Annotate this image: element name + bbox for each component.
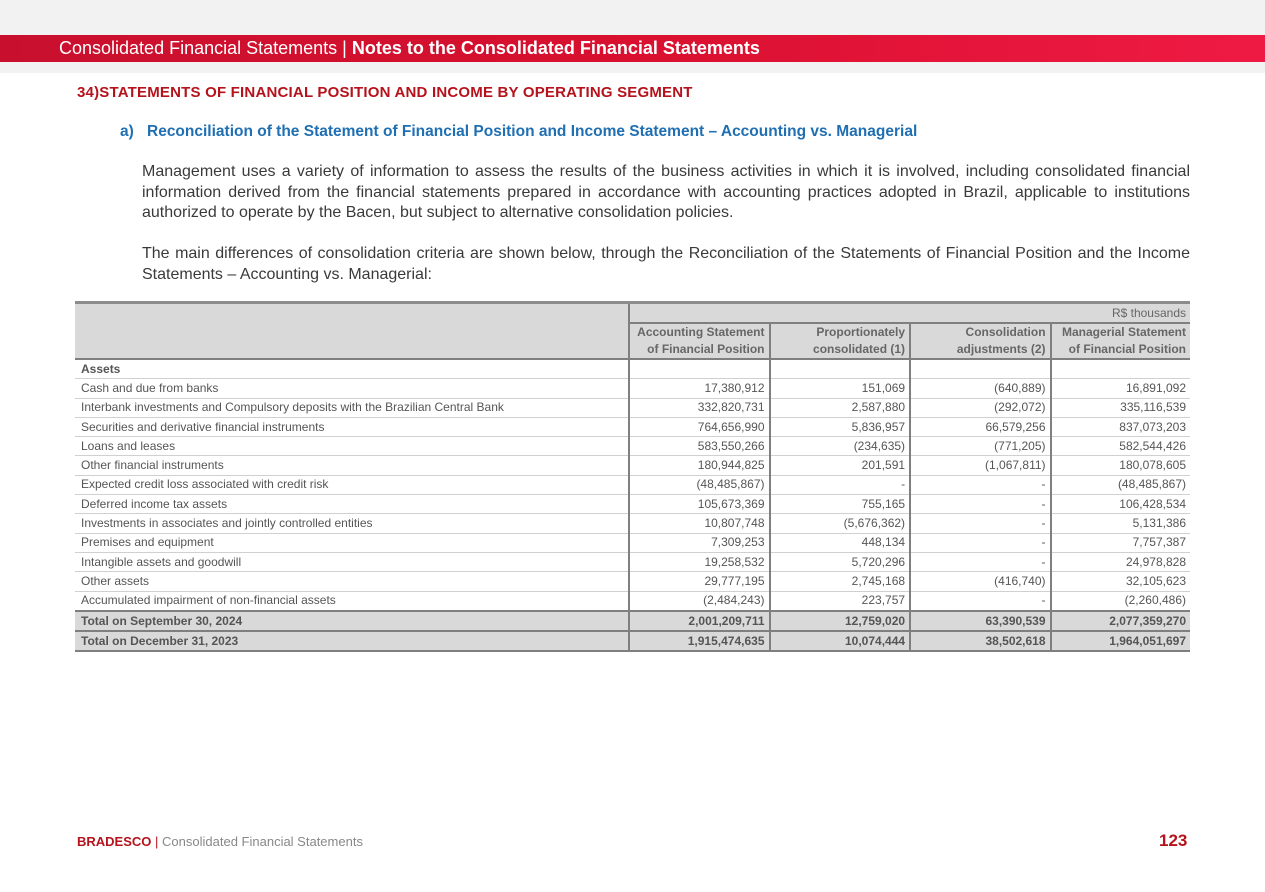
row-label: Other financial instruments bbox=[75, 456, 629, 475]
row-value: 66,579,256 bbox=[910, 417, 1050, 436]
row-value: 448,134 bbox=[770, 533, 911, 552]
header-separator: | bbox=[342, 38, 347, 58]
unit-label: R$ thousands bbox=[629, 303, 1190, 324]
table-corner bbox=[75, 303, 629, 360]
paragraph-1: Management uses a variety of information to assess the results of the business activities in which it is involved, including consolidated financial information derived from the financial statements prepared in accordance with accounting practices adopted in Brazil, applicable to institutions authorized to operate by the Bacen, but subject to alternative consolidation policies. bbox=[142, 163, 1190, 221]
row-value: (48,485,867) bbox=[629, 475, 769, 494]
row-value: 24,978,828 bbox=[1051, 552, 1190, 571]
row-label: Securities and derivative financial instruments bbox=[75, 417, 629, 436]
row-value: 837,073,203 bbox=[1051, 417, 1190, 436]
row-label: Interbank investments and Compulsory deposits with the Brazilian Central Bank bbox=[75, 398, 629, 417]
row-value: 5,836,957 bbox=[770, 417, 911, 436]
row-value: 332,820,731 bbox=[629, 398, 769, 417]
row-value: 5,131,386 bbox=[1051, 514, 1190, 533]
row-value: 1,964,051,697 bbox=[1051, 631, 1190, 651]
header-banner bbox=[0, 35, 1265, 62]
row-value: (234,635) bbox=[770, 437, 911, 456]
row-value: 755,165 bbox=[770, 495, 911, 514]
footer-separator: | bbox=[155, 834, 159, 849]
row-value: 7,757,387 bbox=[1051, 533, 1190, 552]
table-row bbox=[75, 398, 1190, 417]
table-row bbox=[75, 417, 1190, 436]
row-value: 32,105,623 bbox=[1051, 572, 1190, 591]
subsection-title-text: Reconciliation of the Statement of Financial Position and Income Statement – Accounting vs. Managerial bbox=[147, 123, 918, 140]
row-value: 10,074,444 bbox=[770, 631, 911, 651]
row-label: Cash and due from banks bbox=[75, 379, 629, 398]
row-value: 7,309,253 bbox=[629, 533, 769, 552]
total-row bbox=[75, 611, 1190, 631]
row-value: - bbox=[910, 514, 1050, 533]
row-label: Deferred income tax assets bbox=[75, 495, 629, 514]
row-label: Other assets bbox=[75, 572, 629, 591]
column-header: Consolidation adjustments (2) bbox=[910, 323, 1050, 359]
table-row bbox=[75, 495, 1190, 514]
unit-row bbox=[75, 303, 1190, 324]
row-value: - bbox=[910, 552, 1050, 571]
row-value: - bbox=[910, 591, 1050, 611]
row-value: 10,807,748 bbox=[629, 514, 769, 533]
row-value: - bbox=[910, 495, 1050, 514]
table-row bbox=[75, 475, 1190, 494]
table-row bbox=[75, 552, 1190, 571]
row-value: (2,484,243) bbox=[629, 591, 769, 611]
footer bbox=[77, 834, 363, 849]
row-value: 2,077,359,270 bbox=[1051, 611, 1190, 631]
row-label: Expected credit loss associated with credit risk bbox=[75, 475, 629, 494]
row-value: (5,676,362) bbox=[770, 514, 911, 533]
row-label: Accumulated impairment of non-financial assets bbox=[75, 591, 629, 611]
row-value: (771,205) bbox=[910, 437, 1050, 456]
row-value: (48,485,867) bbox=[1051, 475, 1190, 494]
row-label: Loans and leases bbox=[75, 437, 629, 456]
row-label: Premises and equipment bbox=[75, 533, 629, 552]
subsection-title bbox=[120, 123, 917, 141]
row-value: 2,001,209,711 bbox=[629, 611, 769, 631]
table-row bbox=[75, 437, 1190, 456]
row-value: - bbox=[910, 533, 1050, 552]
row-value: - bbox=[770, 475, 911, 494]
row-value: 2,745,168 bbox=[770, 572, 911, 591]
total-row bbox=[75, 631, 1190, 651]
row-label: Investments in associates and jointly controlled entities bbox=[75, 514, 629, 533]
row-value: 180,078,605 bbox=[1051, 456, 1190, 475]
table-row bbox=[75, 514, 1190, 533]
group-row bbox=[75, 359, 1190, 379]
row-value: 16,891,092 bbox=[1051, 379, 1190, 398]
column-header: Managerial Statement of Financial Position bbox=[1051, 323, 1190, 359]
row-value: (416,740) bbox=[910, 572, 1050, 591]
row-value: 583,550,266 bbox=[629, 437, 769, 456]
group-label: Assets bbox=[75, 359, 629, 379]
table-row bbox=[75, 456, 1190, 475]
row-value: 63,390,539 bbox=[910, 611, 1050, 631]
row-value: 2,587,880 bbox=[770, 398, 911, 417]
table-row bbox=[75, 591, 1190, 611]
row-label: Intangible assets and goodwill bbox=[75, 552, 629, 571]
header-section: Consolidated Financial Statements bbox=[59, 38, 338, 58]
row-value: 1,915,474,635 bbox=[629, 631, 769, 651]
row-value: 38,502,618 bbox=[910, 631, 1050, 651]
row-value: (292,072) bbox=[910, 398, 1050, 417]
header-underline bbox=[0, 62, 1265, 73]
row-value: 106,428,534 bbox=[1051, 495, 1190, 514]
row-value: (640,889) bbox=[910, 379, 1050, 398]
reconciliation-table bbox=[75, 301, 1190, 652]
row-label: Total on December 31, 2023 bbox=[75, 631, 629, 651]
table-row bbox=[75, 572, 1190, 591]
table-row bbox=[75, 379, 1190, 398]
top-strip bbox=[0, 0, 1265, 35]
row-value: 19,258,532 bbox=[629, 552, 769, 571]
header-subsection: Notes to the Consolidated Financial Statements bbox=[351, 38, 760, 58]
section-title: 34)STATEMENTS OF FINANCIAL POSITION AND INCOME BY OPERATING SEGMENT bbox=[77, 84, 693, 101]
row-value: 29,777,195 bbox=[629, 572, 769, 591]
row-value: (2,260,486) bbox=[1051, 591, 1190, 611]
column-header: Proportionately consolidated (1) bbox=[770, 323, 911, 359]
row-value: 764,656,990 bbox=[629, 417, 769, 436]
row-value: (1,067,811) bbox=[910, 456, 1050, 475]
column-header: Accounting Statement of Financial Position bbox=[629, 323, 769, 359]
row-value: 223,757 bbox=[770, 591, 911, 611]
paragraph-2: The main differences of consolidation criteria are shown below, through the Reconciliation of the Statements of Financial Position and the Income Statements – Accounting vs. Managerial: bbox=[142, 245, 1190, 283]
table-row bbox=[75, 533, 1190, 552]
row-value: 180,944,825 bbox=[629, 456, 769, 475]
row-value: 12,759,020 bbox=[770, 611, 911, 631]
row-value: - bbox=[910, 475, 1050, 494]
row-value: 201,591 bbox=[770, 456, 911, 475]
row-value: 335,116,539 bbox=[1051, 398, 1190, 417]
subsection-letter: a) bbox=[120, 123, 134, 140]
row-label: Total on September 30, 2024 bbox=[75, 611, 629, 631]
page-number: 123 bbox=[1159, 831, 1188, 850]
row-value: 582,544,426 bbox=[1051, 437, 1190, 456]
footer-text: Consolidated Financial Statements bbox=[162, 834, 363, 849]
row-value: 5,720,296 bbox=[770, 552, 911, 571]
footer-brand: BRADESCO bbox=[77, 834, 152, 849]
row-value: 17,380,912 bbox=[629, 379, 769, 398]
row-value: 151,069 bbox=[770, 379, 911, 398]
row-value: 105,673,369 bbox=[629, 495, 769, 514]
